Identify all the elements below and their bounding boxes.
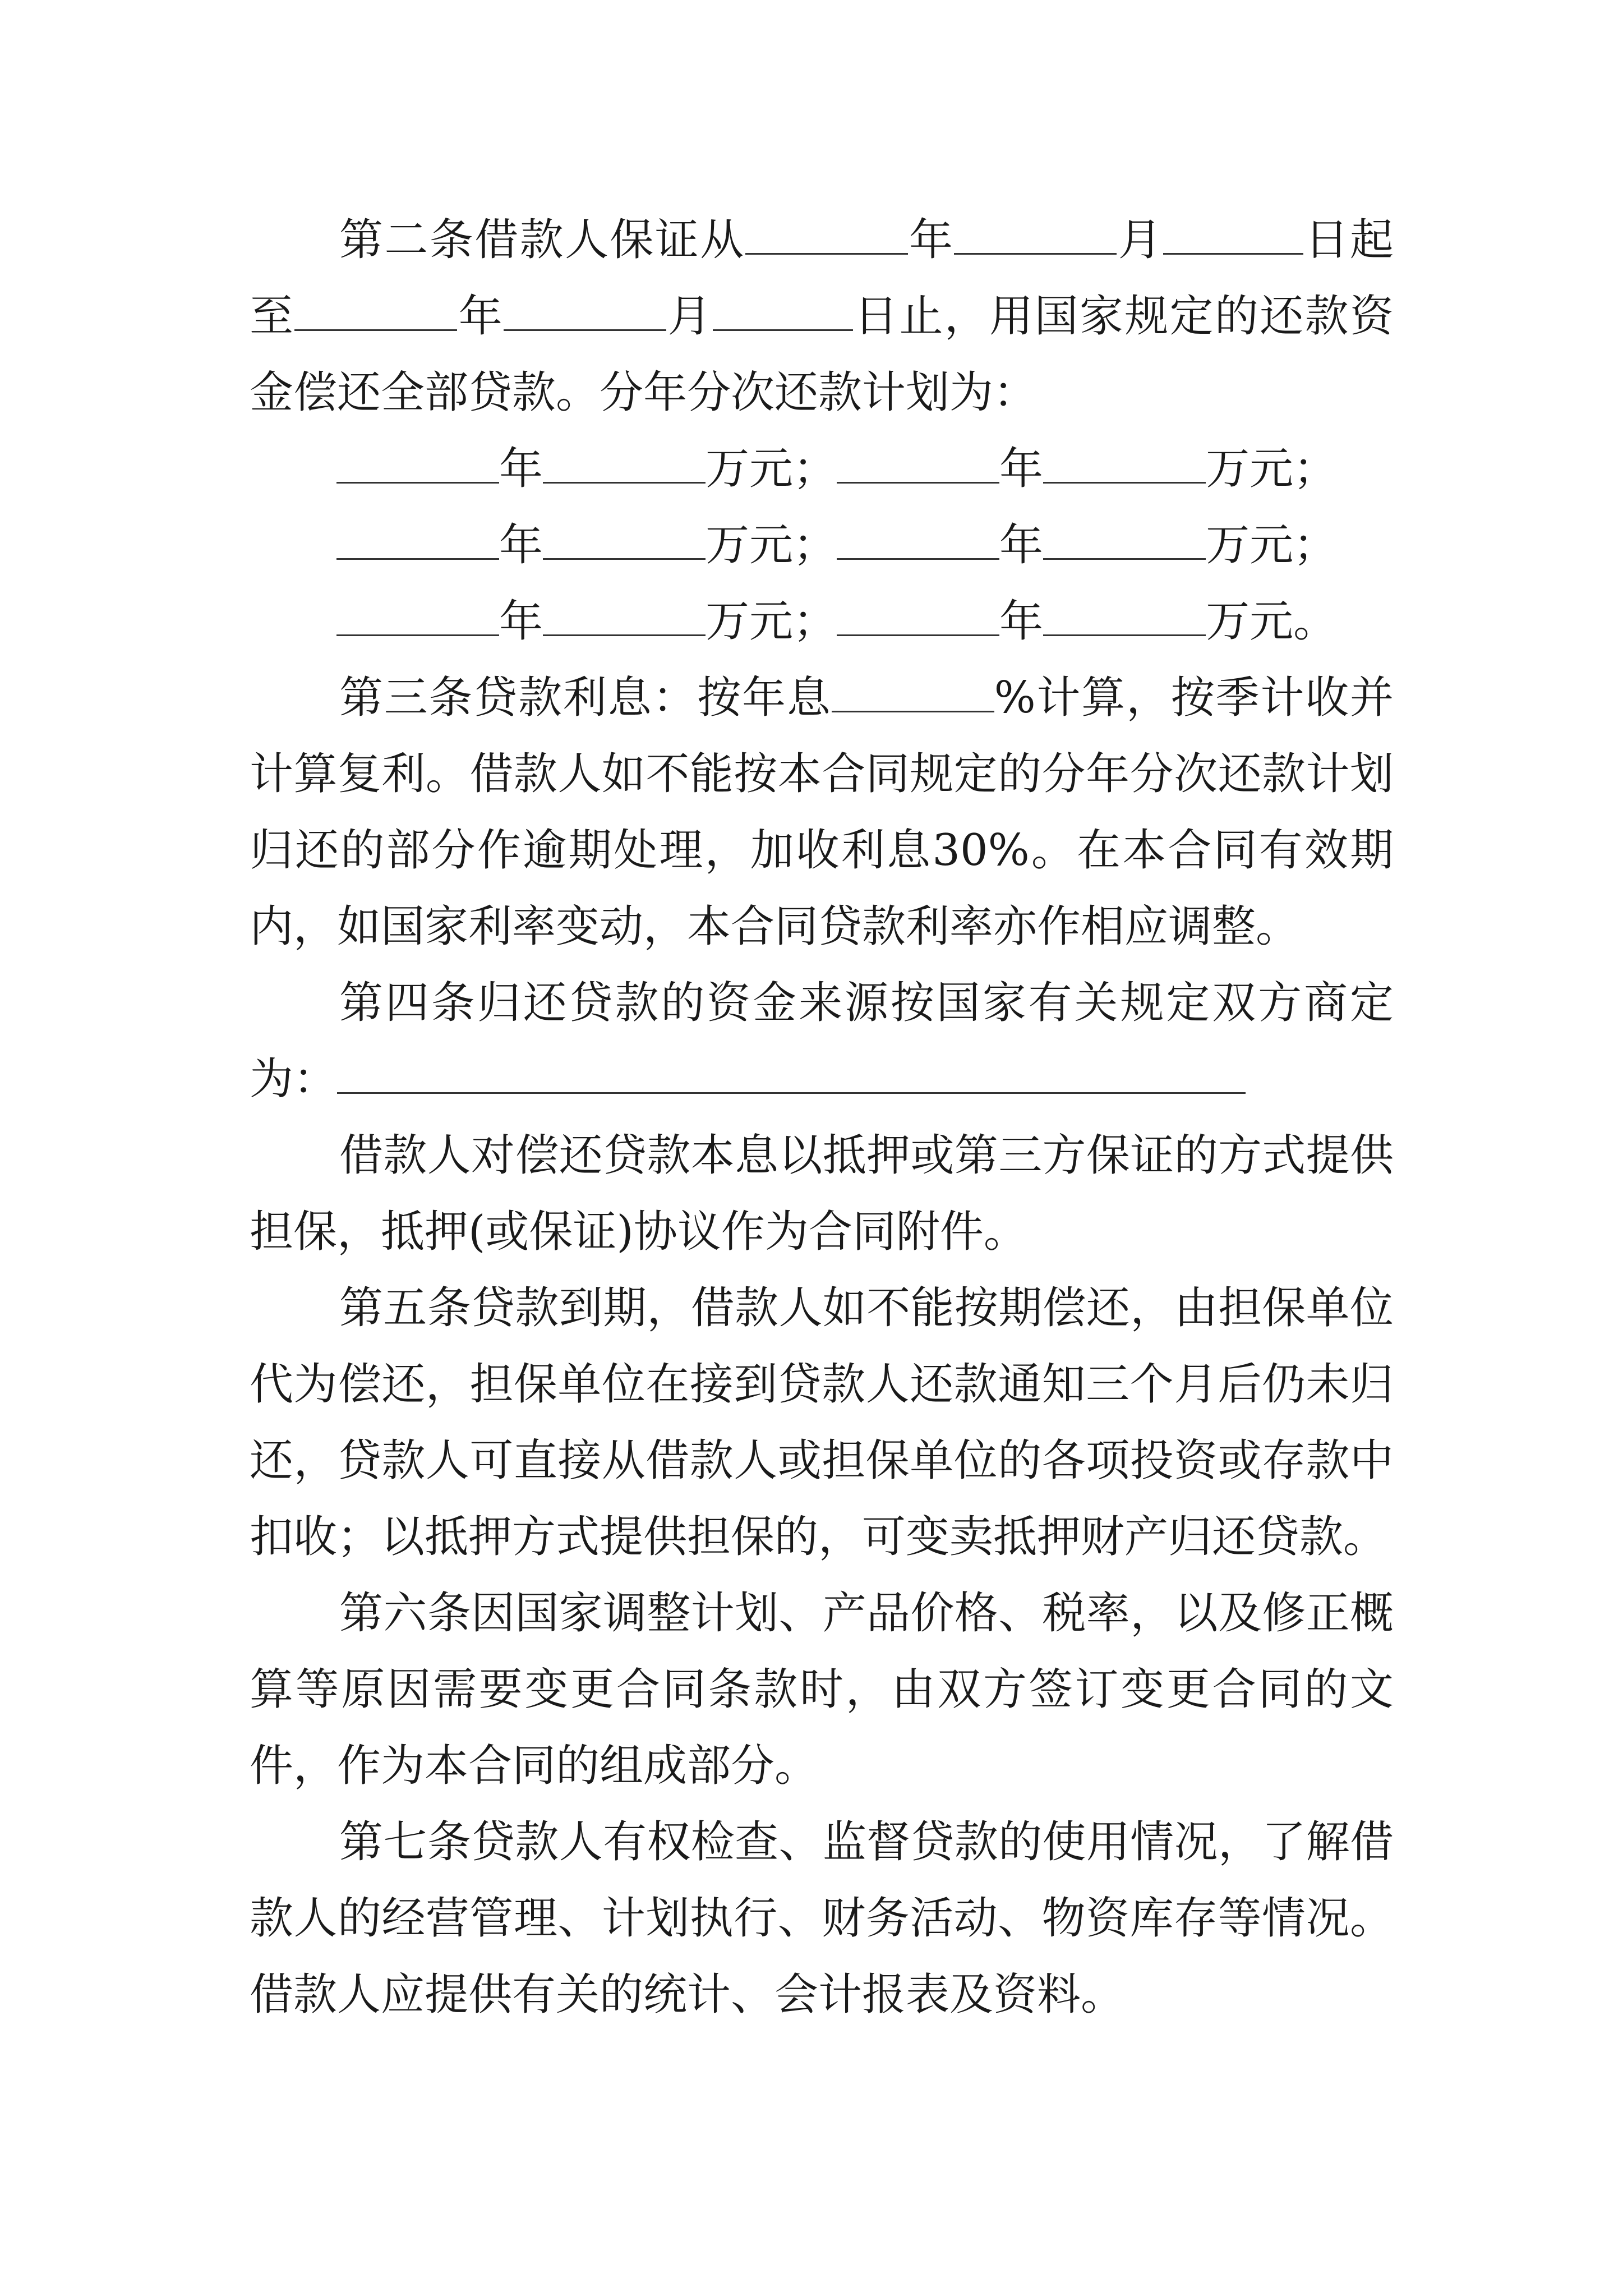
- blank-field: [543, 446, 706, 484]
- year-label: 年: [499, 520, 543, 570]
- schedule-row: [250, 507, 1394, 583]
- blank-field: [837, 599, 999, 636]
- article-6: 第六条因国家调整计划、产品价格、税率，以及修正概算等原因需要变更合同条款时，由双方签订变更合同的文件，作为本合同的组成部分。: [250, 1588, 1394, 1791]
- year-label: 年: [499, 596, 543, 647]
- article-3: [250, 660, 1394, 965]
- blank-field: [954, 217, 1117, 255]
- blank-field: [294, 293, 457, 331]
- article-3-text: 第三条贷款利息：按年息: [339, 673, 832, 723]
- blank-field: [543, 522, 706, 560]
- article-5: 第五条贷款到期，借款人如不能按期偿还，由担保单位代为偿还，担保单位在接到贷款人还款通知三个月后仍未归还，贷款人可直接从借款人或担保单位的各项投资或存款中扣收；以抵押方式提供担保的，可变卖抵押财产归还贷款。: [250, 1283, 1394, 1562]
- year-label: 年: [999, 444, 1044, 494]
- year-label: 年: [499, 444, 543, 494]
- month-label: 月: [1117, 215, 1164, 265]
- article-2-text: 第二条借款人保证从: [339, 215, 745, 265]
- unit-label: 万元: [1206, 444, 1294, 494]
- blank-field: [837, 446, 999, 484]
- guarantee-clause: 借款人对偿还贷款本息以抵押或第三方保证的方式提供担保，抵押(或保证)协议作为合同附件。: [250, 1130, 1394, 1257]
- unit-label: 万元: [1206, 520, 1294, 570]
- separator: ；: [1293, 444, 1338, 494]
- blank-field: [1043, 522, 1206, 560]
- blank-field: [745, 217, 908, 255]
- year-label: 年: [999, 596, 1044, 647]
- blank-field: [543, 599, 706, 636]
- article-2: [250, 202, 1394, 431]
- separator: ；: [793, 520, 837, 570]
- schedule-row: [250, 431, 1394, 507]
- year-label: 年: [907, 215, 955, 265]
- separator: ；: [793, 444, 837, 494]
- unit-label: 万元: [706, 444, 794, 494]
- blank-field: [337, 1056, 1246, 1094]
- year-label: 年: [457, 291, 504, 342]
- blank-field: [837, 522, 999, 560]
- document-body: [250, 202, 1394, 2033]
- blank-field: [1043, 446, 1206, 484]
- year-label: 年: [999, 520, 1044, 570]
- separator: 。: [1293, 596, 1338, 647]
- article-7: 第七条贷款人有权检查、监督贷款的使用情况，了解借款人的经营管理、计划执行、财务活动、物资库存等情况。借款人应提供有关的统计、会计报表及资料。: [250, 1817, 1394, 2020]
- article-4: [250, 965, 1394, 1117]
- blank-field: [713, 293, 853, 331]
- blank-field: [336, 522, 499, 560]
- separator: ；: [793, 596, 837, 647]
- blank-field: [1163, 217, 1303, 255]
- blank-field: [504, 293, 666, 331]
- article-4-text: 第四条归还贷款的资金来源按国家有关规定双方商定为：: [250, 978, 1394, 1105]
- article-3-text: %计算，按季计收并计算复利。借款人如不能按本合同规定的分年分次还款计划归还的部分作逾期处理，加收利息30%。在本合同有效期内，如国家利率变动，本合同贷款利率亦作相应调整。: [250, 673, 1394, 952]
- blank-field: [336, 446, 499, 484]
- blank-field: [336, 599, 499, 636]
- schedule-row: [250, 583, 1394, 660]
- article-2-text: 日起至: [250, 215, 1394, 342]
- unit-label: 万元: [706, 596, 794, 647]
- article-2-text: 日止，用国家规定的还款资金偿还全部贷款。分年分次还款计划为：: [250, 291, 1394, 418]
- repayment-schedule: [250, 431, 1394, 660]
- blank-field: [1043, 599, 1206, 636]
- blank-field: [832, 675, 994, 712]
- month-label: 月: [666, 291, 713, 342]
- unit-label: 万元: [706, 520, 794, 570]
- unit-label: 万元: [1206, 596, 1294, 647]
- separator: ；: [1293, 520, 1338, 570]
